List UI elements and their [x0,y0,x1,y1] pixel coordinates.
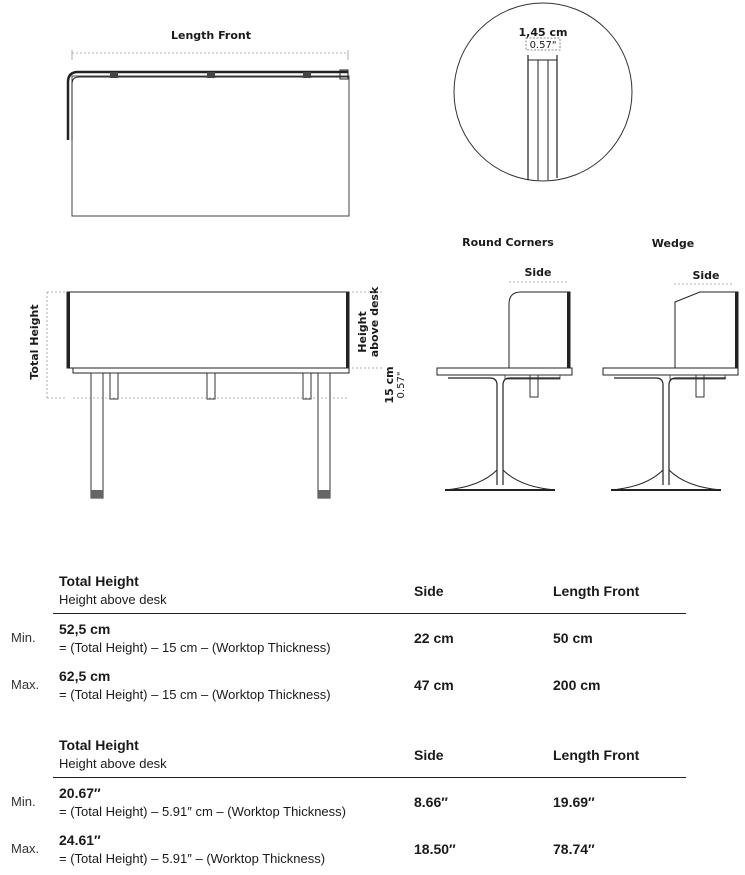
round-corners-side-label: Side [524,266,552,279]
row-label: Max. [11,677,40,692]
thickness-detail [454,3,632,181]
table-in-divider [53,777,686,778]
row-side: 18.50″ [414,841,456,857]
wedge-side-label: Side [692,269,720,282]
table-cm-col-side: Side [414,583,444,599]
gap-in-label: 0.57" [396,371,407,399]
row-label: Max. [11,841,40,856]
row-label: Min. [11,630,36,645]
height-above-desk-label-line1: Height [356,311,369,353]
table-cm-divider [53,613,686,614]
row-side: 47 cm [414,677,454,693]
wedge-title: Wedge [651,237,695,250]
row-height: 62,5 cm [59,668,111,684]
row-side: 22 cm [414,630,454,646]
table-in-header-title: Total Height [59,737,139,753]
row-side: 8.66″ [414,794,448,810]
row-length: 200 cm [553,677,601,693]
round-corners-title: Round Corners [462,236,554,249]
table-in-col-side: Side [414,747,444,763]
row-height: 24.61″ [59,832,101,848]
round-corners-view [437,236,572,490]
front-view [28,286,407,498]
row-formula: = (Total Height) – 15 cm – (Worktop Thickness) [59,640,331,655]
top-view-length-label: Length Front [171,29,251,42]
row-formula: = (Total Height) – 5.91″ cm – (Worktop Thickness) [59,804,346,819]
row-height: 20.67″ [59,785,101,801]
table-cm-header-sub: Height above desk [59,592,167,607]
wedge-view [603,237,738,490]
detail-thickness-cm: 1,45 cm [518,26,568,39]
row-length: 19.69″ [553,794,595,810]
table-in-header-sub: Height above desk [59,756,167,771]
table-in-col-length: Length Front [553,747,640,763]
table-cm-col-length: Length Front [553,583,640,599]
row-length: 78.74″ [553,841,595,857]
total-height-label: Total Height [28,304,41,380]
row-label: Min. [11,794,36,809]
detail-thickness-in: 0.57" [529,40,557,51]
row-height: 52,5 cm [59,621,111,637]
top-view [68,29,349,216]
row-formula: = (Total Height) – 15 cm – (Worktop Thickness) [59,687,331,702]
row-length: 50 cm [553,630,593,646]
table-cm-header-title: Total Height [59,573,139,589]
row-formula: = (Total Height) – 5.91″ – (Worktop Thickness) [59,851,326,866]
height-above-desk-label-line2: above desk [368,286,381,358]
gap-cm-label: 15 cm [383,366,396,404]
